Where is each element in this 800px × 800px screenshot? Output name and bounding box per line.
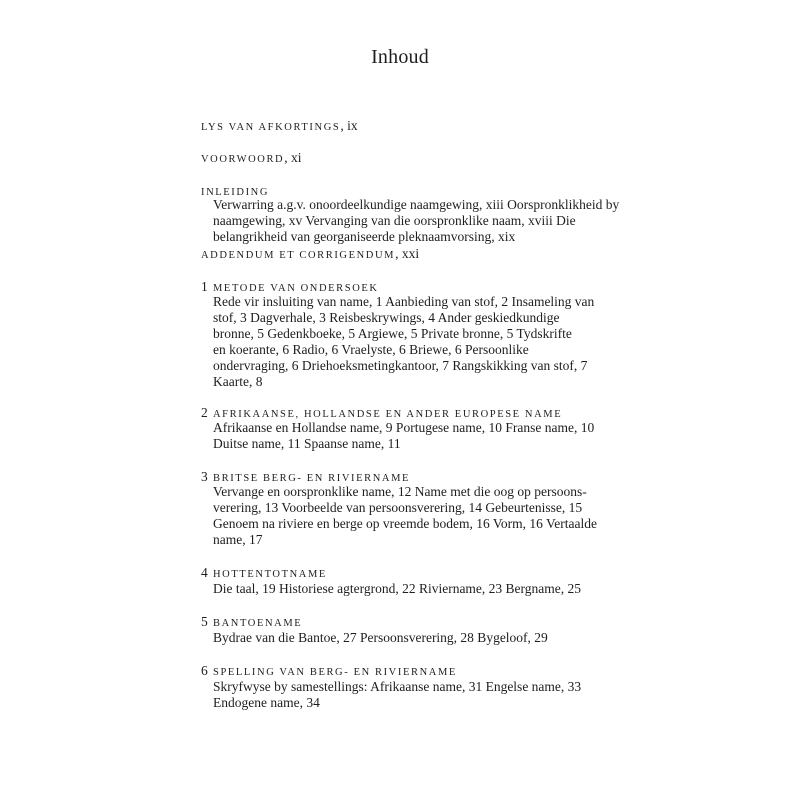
toc-line: Duitse name, 11 Spaanse name, 11 [213,436,401,451]
toc-line: stof, 3 Dagverhale, 3 Reisbeskrywings, 4 Ander geskiedkundige [213,310,560,325]
chapter-title: HOTTENTOTNAME [213,569,327,580]
toc-entry-page: , xi [284,150,302,165]
toc-entry-lys-van-afkortings [201,118,358,136]
toc-line: ondervraging, 6 Driehoeksmetingkantoor, 7 Rangskikking van stof, 7 [213,358,588,373]
toc-entry-label: LYS VAN AFKORTINGS [201,122,341,133]
toc-line: Verwarring a.g.v. onoordeelkundige naamgewing, xiii Oorspronklikheid by [213,197,620,212]
toc-entry-page: , xxi [395,246,420,261]
toc-line: bronne, 5 Gedenkboeke, 5 Argiewe, 5 Private bronne, 5 Tydskrifte [213,326,572,341]
toc-line: belangrikheid van georganiseerde pleknaamvorsing, xix [213,229,516,244]
chapter-title: METODE VAN ONDERSOEK [213,283,379,294]
chapter-number: 3 [201,469,208,484]
toc-line: Endogene name, 34 [213,695,320,710]
toc-entry-label: VOORWOORD [201,154,285,165]
toc-line: naamgewing, xv Vervanging van die oorspronklike naam, xviii Die [213,213,576,228]
toc-line: verering, 13 Voorbeelde van persoonsverering, 14 Gebeurtenisse, 15 [213,500,583,515]
chapter-number: 2 [201,405,208,420]
chapter-number: 4 [201,565,208,580]
chapter-title: BRITSE BERG- EN RIVIERNAME [213,473,411,484]
toc-line: name, 17 [213,532,263,547]
page-title: Inhoud [371,46,429,68]
toc-entry-page: , ix [340,118,358,133]
toc-entry-label: ADDENDUM ET CORRIGENDUM [201,250,396,261]
toc-line: Die taal, 19 Historiese agtergrond, 22 Riviername, 23 Bergname, 25 [213,581,582,596]
section-heading: INLEIDING [201,187,270,198]
toc-entry-voorwoord [201,150,302,168]
toc-line: Genoem na riviere en berge op vreemde bodem, 16 Vorm, 16 Vertaalde [213,516,598,531]
toc-line: Rede vir insluiting van name, 1 Aanbieding van stof, 2 Insameling van [213,294,595,309]
chapter-title: AFRIKAANSE, HOLLANDSE EN ANDER EUROPESE NAME [213,409,563,420]
toc-entry-addendum [201,246,419,264]
chapter-title: BANTOENAME [213,618,303,629]
chapter-number: 6 [201,663,208,678]
toc-line: en koerante, 6 Radio, 6 Vraelyste, 6 Briewe, 6 Persoonlike [213,342,529,357]
chapter-number: 5 [201,614,208,629]
toc-line: Afrikaanse en Hollandse name, 9 Portugese name, 10 Franse name, 10 [213,420,595,435]
toc-line: Vervange en oorspronklike name, 12 Name met die oog op persoons- [213,484,587,499]
chapter-number: 1 [201,279,208,294]
toc-line: Skryfwyse by samestellings: Afrikaanse name, 31 Engelse name, 33 [213,679,582,694]
toc-line: Bydrae van die Bantoe, 27 Persoonsverering, 28 Bygeloof, 29 [213,630,548,645]
chapter-title: SPELLING VAN BERG- EN RIVIERNAME [213,667,457,678]
toc-line: Kaarte, 8 [213,374,263,389]
